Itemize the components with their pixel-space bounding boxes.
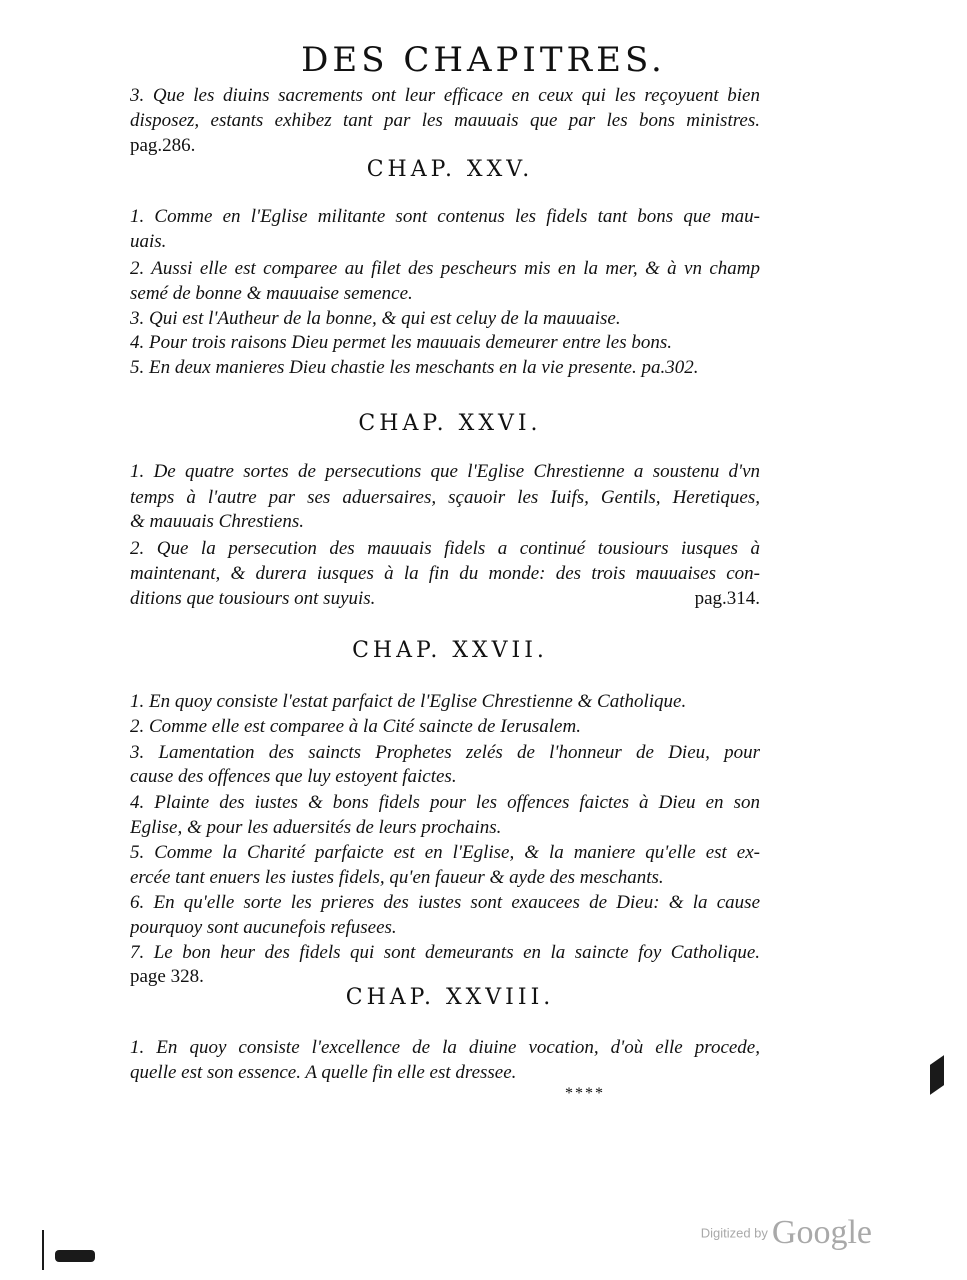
- watermark-prefix: Digitized by: [700, 1225, 768, 1241]
- page-reference: pag.314.: [694, 588, 760, 609]
- toc-line: maintenant, & durera iusques à la fin du monde: des trois mauuaises con-: [130, 563, 760, 584]
- chapter-heading: CHAP. XXV.: [366, 157, 534, 182]
- toc-line: ercée tant enuers les iustes fidels, qu'en faueur & ayde des meschants.: [130, 867, 664, 888]
- scan-artifact: [55, 1250, 95, 1262]
- chapter-heading: CHAP. XXVIII.: [345, 985, 555, 1010]
- toc-line: uais.: [130, 231, 167, 252]
- ornament-stars: ****: [565, 1085, 605, 1102]
- toc-line: disposez, estants exhibez tant par les mauuais que par les bons ministres.: [130, 110, 760, 131]
- toc-line: 6. En qu'elle sorte les prieres des iustes sont exaucees de Dieu: & la cause: [130, 892, 760, 913]
- page-reference: page 328.: [130, 966, 204, 987]
- digitized-by-google-watermark: [701, 1214, 872, 1252]
- toc-line: 4. Pour trois raisons Dieu permet les mauuais demeurer entre les bons.: [130, 332, 672, 353]
- running-head: DES CHAPITRES.: [301, 40, 666, 80]
- scan-artifact: [930, 1055, 944, 1095]
- page-reference: pag.286.: [130, 135, 196, 156]
- toc-line: [130, 587, 760, 611]
- toc-line: 5. Comme la Charité parfaicte est en l'Eglise, & la maniere qu'elle est ex-: [130, 842, 760, 863]
- google-logo: Google: [771, 1214, 872, 1251]
- scan-artifact: [42, 1230, 44, 1270]
- toc-line: 4. Plainte des iustes & bons fidels pour les offences faictes à Dieu en son: [130, 792, 760, 813]
- chapter-heading: CHAP. XXVII.: [352, 638, 548, 663]
- toc-line: 3. Lamentation des saincts Prophetes zelés de l'honneur de Dieu, pour: [130, 742, 760, 763]
- toc-line: 1. En quoy consiste l'estat parfaict de l'Eglise Chrestienne & Catholique.: [130, 691, 687, 712]
- chapter-heading: CHAP. XXVI.: [358, 411, 542, 436]
- toc-line: Eglise, & pour les aduersités de leurs prochains.: [130, 817, 502, 838]
- toc-line: 1. De quatre sortes de persecutions que l'Eglise Chrestienne a soustenu d'vn: [130, 461, 760, 482]
- toc-line: pourquoy sont aucunefois refusees.: [130, 917, 397, 938]
- toc-line-text: ditions que tousiours ont suyuis.: [130, 588, 376, 609]
- toc-line: 2. Aussi elle est comparee au filet des pescheurs mis en la mer, & à vn champ: [130, 258, 760, 279]
- toc-line: 3. Que les diuins sacrements ont leur efficace en ceux qui les reçoyuent bien: [130, 85, 760, 106]
- toc-line: semé de bonne & mauuaise semence.: [130, 283, 413, 304]
- toc-line: 5. En deux manieres Dieu chastie les meschants en la vie presente. pa.302.: [130, 357, 699, 378]
- toc-line: 2. Que la persecution des mauuais fidels a continué tousiours iusques à: [130, 538, 760, 559]
- toc-line: 1. En quoy consiste l'excellence de la diuine vocation, d'où elle procede,: [130, 1037, 760, 1058]
- toc-line: 3. Qui est l'Autheur de la bonne, & qui est celuy de la mauuaise.: [130, 308, 621, 329]
- toc-line: quelle est son essence. A quelle fin elle est dressee.: [130, 1062, 517, 1083]
- toc-line: 7. Le bon heur des fidels qui sont demeurants en la saincte foy Catholique.: [130, 942, 760, 963]
- toc-line: cause des offences que luy estoyent faictes.: [130, 766, 457, 787]
- toc-line: & mauuais Chrestiens.: [130, 511, 304, 532]
- toc-line: 1. Comme en l'Eglise militante sont contenus les fidels tant bons que mau-: [130, 206, 760, 227]
- toc-line: temps à l'autre par ses aduersaires, sçauoir les Iuifs, Gentils, Heretiques,: [130, 487, 760, 508]
- toc-line: 2. Comme elle est comparee à la Cité saincte de Ierusalem.: [130, 716, 581, 737]
